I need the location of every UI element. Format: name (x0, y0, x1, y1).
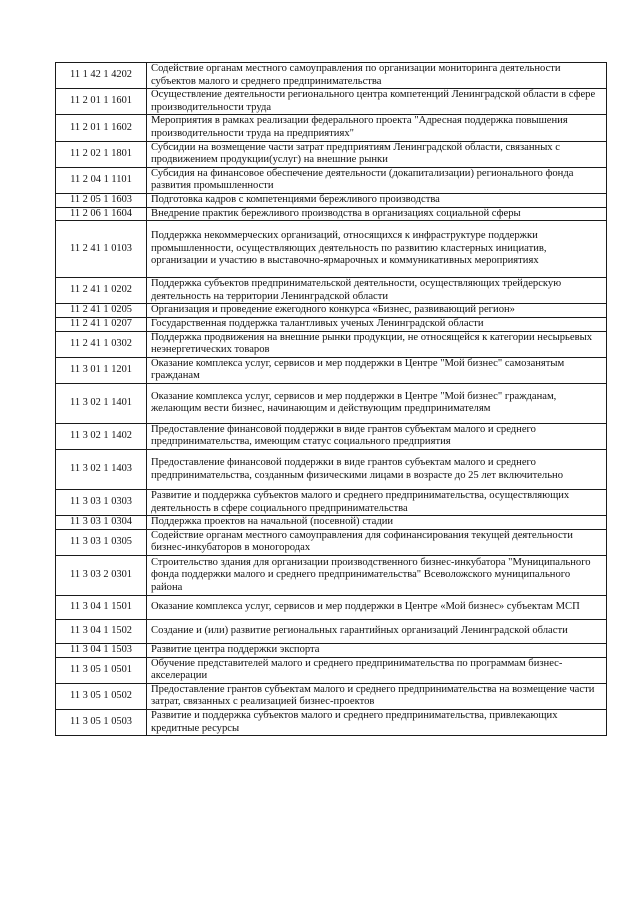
table-row (56, 596, 607, 620)
table-row (56, 89, 607, 115)
table-row (56, 115, 607, 141)
description-cell: Содействие органам местного самоуправления для софинансирования текущей деятельности бизнес-инкубаторов в моногородах (147, 529, 607, 555)
table-row (56, 304, 607, 318)
code-cell: 11 3 03 1 0303 (56, 490, 147, 516)
code-cell: 11 2 41 1 0302 (56, 331, 147, 357)
table-row (56, 710, 607, 736)
description-cell: Внедрение практик бережливого производства в организациях социальной сферы (147, 207, 607, 221)
description-cell: Организация и проведение ежегодного конкурса «Бизнес, развивающий регион» (147, 304, 607, 318)
table-row (56, 556, 607, 596)
table-row (56, 620, 607, 644)
code-cell: 11 2 04 1 1101 (56, 167, 147, 193)
code-cell: 11 3 04 1 1502 (56, 620, 147, 644)
code-cell: 11 2 41 1 0205 (56, 304, 147, 318)
table-row (56, 657, 607, 683)
code-cell: 11 3 03 1 0304 (56, 516, 147, 530)
code-cell: 11 3 03 2 0301 (56, 556, 147, 596)
description-cell: Поддержка субъектов предпринимательской деятельности, осуществляющих трейдерскую деятельность на территории Ленинградской области (147, 278, 607, 304)
description-cell: Субсидии на возмещение части затрат предприятиям Ленинградской области, связанных с продвижением продукции(услуг) на внешние рынки (147, 141, 607, 167)
table-row (56, 383, 607, 423)
table-row (56, 207, 607, 221)
code-cell: 11 2 01 1 1601 (56, 89, 147, 115)
code-cell: 11 1 42 1 4202 (56, 63, 147, 89)
code-cell: 11 2 06 1 1604 (56, 207, 147, 221)
table-row (56, 683, 607, 709)
description-cell: Субсидия на финансовое обеспечение деятельности (докапитализации) регионального фонда развития промышленности (147, 167, 607, 193)
code-cell: 11 3 02 1 1401 (56, 383, 147, 423)
description-cell: Оказание комплекса услуг, сервисов и мер поддержки в Центре «Мой бизнес» субъектам МСП (147, 596, 607, 620)
description-cell: Содействие органам местного самоуправления по организации мониторинга деятельности субъектов малого и среднего предпринимательства (147, 63, 607, 89)
description-cell: Поддержка проектов на начальной (посевной) стадии (147, 516, 607, 530)
table-row (56, 221, 607, 278)
code-cell: 11 3 05 1 0503 (56, 710, 147, 736)
table-row (56, 278, 607, 304)
description-cell: Обучение представителей малого и среднего предпринимательства по программам бизнес-акселерации (147, 657, 607, 683)
budget-codes-table (55, 62, 607, 736)
table-row (56, 490, 607, 516)
table-row (56, 317, 607, 331)
code-cell: 11 2 02 1 1801 (56, 141, 147, 167)
table-row (56, 423, 607, 449)
table-row (56, 63, 607, 89)
document-page (55, 62, 607, 736)
code-cell: 11 3 04 1 1501 (56, 596, 147, 620)
code-cell: 11 3 02 1 1403 (56, 450, 147, 490)
table-row (56, 450, 607, 490)
description-cell: Развитие и поддержка субъектов малого и среднего предпринимательства, привлекающих кредитные ресурсы (147, 710, 607, 736)
description-cell: Государственная поддержка талантливых ученых Ленинградской области (147, 317, 607, 331)
description-cell: Осуществление деятельности регионального центра компетенций Ленинградской области в сфере производительности труда (147, 89, 607, 115)
table-row (56, 516, 607, 530)
table-row (56, 141, 607, 167)
table-row (56, 193, 607, 207)
description-cell: Оказание комплекса услуг, сервисов и мер поддержки в Центре "Мой бизнес" гражданам, желающим вести бизнес, начинающим и действующим предпринимателям (147, 383, 607, 423)
description-cell: Предоставление финансовой поддержки в виде грантов субъектам малого и среднего предпринимательства, имеющим статус социального предприятия (147, 423, 607, 449)
table-row (56, 357, 607, 383)
table-row (56, 167, 607, 193)
table-row (56, 529, 607, 555)
description-cell: Развитие и поддержка субъектов малого и среднего предпринимательства, осуществляющих деятельность в сфере социального предпринимательства (147, 490, 607, 516)
table-row (56, 644, 607, 658)
description-cell: Предоставление финансовой поддержки в виде грантов субъектам малого и среднего предпринимательства, созданным физическими лицами в возрасте до 25 лет включительно (147, 450, 607, 490)
description-cell: Поддержка продвижения на внешние рынки продукции, не относящейся к категории несырьевых неэнергетических товаров (147, 331, 607, 357)
description-cell: Предоставление грантов субъектам малого и среднего предпринимательства на возмещение части затрат, связанных с реализацией бизнес-проектов (147, 683, 607, 709)
description-cell: Оказание комплекса услуг, сервисов и мер поддержки в Центре "Мой бизнес" самозанятым гражданам (147, 357, 607, 383)
code-cell: 11 3 02 1 1402 (56, 423, 147, 449)
description-cell: Строительство здания для организации производственного бизнес-инкубатора "Муниципального фонда поддержки малого и среднего предпринимательства" Всеволожского муниципального района (147, 556, 607, 596)
code-cell: 11 3 05 1 0502 (56, 683, 147, 709)
code-cell: 11 3 04 1 1503 (56, 644, 147, 658)
code-cell: 11 3 05 1 0501 (56, 657, 147, 683)
code-cell: 11 2 01 1 1602 (56, 115, 147, 141)
table-row (56, 331, 607, 357)
description-cell: Развитие центра поддержки экспорта (147, 644, 607, 658)
code-cell: 11 3 03 1 0305 (56, 529, 147, 555)
code-cell: 11 3 01 1 1201 (56, 357, 147, 383)
description-cell: Создание и (или) развитие региональных гарантийных организаций Ленинградской области (147, 620, 607, 644)
code-cell: 11 2 05 1 1603 (56, 193, 147, 207)
code-cell: 11 2 41 1 0207 (56, 317, 147, 331)
description-cell: Подготовка кадров с компетенциями бережливого производства (147, 193, 607, 207)
description-cell: Мероприятия в рамках реализации федерального проекта "Адресная поддержка повышения производительности труда на предприятиях" (147, 115, 607, 141)
code-cell: 11 2 41 1 0202 (56, 278, 147, 304)
description-cell: Поддержка некоммерческих организаций, относящихся к инфраструктуре поддержки промышленности, осуществляющих деятельность по развитию кластерных инициатив, организации и участию в выставочно-ярмарочных и коммуникативных мероприятиях (147, 221, 607, 278)
code-cell: 11 2 41 1 0103 (56, 221, 147, 278)
